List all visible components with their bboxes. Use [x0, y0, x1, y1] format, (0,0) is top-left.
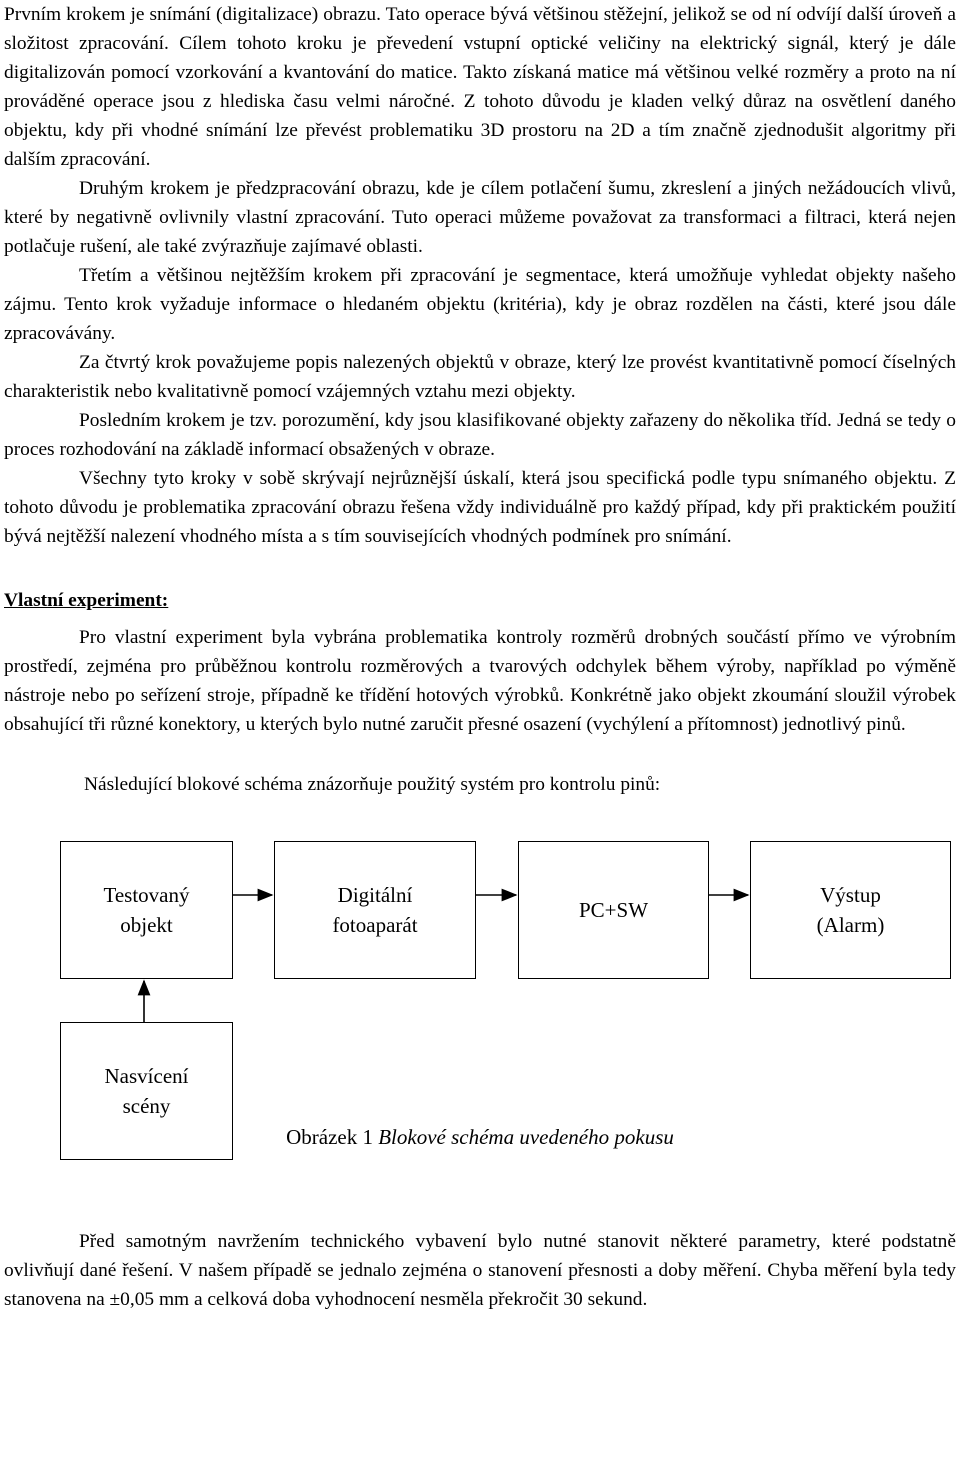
- caption-row: [4, 1125, 956, 1229]
- box-scene-lighting: Nasvícení scény: [60, 1022, 233, 1160]
- paragraph-requirements: Před samotným navržením technického vybavení bylo nutné stanovit některé parametry, které podstatně ovlivňují dané řešení. V našem případě se jednalo zejména o stanovení přesnosti a doby měření. Chyba měření byla tedy stanovena na ±0,05 mm a celková doba vyhodnocení nesměla překročit 30 sekund.: [4, 1231, 956, 1310]
- box-digital-camera: Digitální fotoaparát: [274, 841, 476, 979]
- diagram-intro: Následující blokové schéma znázorňuje použitý systém pro kontrolu pinů:: [84, 774, 661, 795]
- document-page: [4, 0, 956, 1314]
- caption-prefix: Obrázek 1: [286, 1125, 379, 1149]
- paragraph-step-1: Prvním krokem je snímání (digitalizace) obrazu. Tato operace bývá většinou stěžejní, jelikož se od ní odvíjí další úroveň a složitost zpracování. Cílem tohoto kroku je převedení vstupní optické veličiny na elektrický signál, který je dále digitalizován pomocí vzorkování a kvantování do matice. Takto získaná matice má většinou velké rozměry a proto na ní prováděné operace jsou z hlediska času velmi náročné. Z tohoto důvodu je kladen velký důraz na osvětlení daného objektu, kdy při vhodné snímání lze převést problematiku 3D prostoru na 2D a tím značně zjednodušit algoritmy při dalším zpracování.: [4, 4, 956, 170]
- section-heading: Vlastní experiment:: [4, 590, 169, 611]
- paragraph-experiment: Pro vlastní experiment byla vybrána problematika kontroly rozměrů drobných součástí přímo ve výrobním prostředí, zejména pro průběžnou kontrolu rozměrových a tvarových odchylek během výroby, například po výměně nástroje nebo po seřízení stroje, případně ke třídění hotových výrobků. Konkrétně jako objekt zkoumání sloužil výrobek obsahující tři různé konektory, u kterých bylo nutné zaručit přesné osazení (vychýlení a přítomnost) jednotlivý pinů.: [4, 627, 956, 735]
- paragraph-step-2: Druhým krokem je předzpracování obrazu, kde je cílem potlačení šumu, zkreslení a jiných nežádoucích vlivů, které by negativně ovlivnily vlastní zpracování. Tuto operaci můžeme považovat za transformaci a filtraci, která nejen potlačuje rušení, ale také zvýrazňuje zajímavé oblasti.: [4, 178, 956, 257]
- box-tested-object: Testovaný objekt: [60, 841, 233, 979]
- paragraph-step-4: Za čtvrtý krok považujeme popis nalezených objektů v obraze, který lze provést kvantitativně pomocí číselných charakteristik nebo kvalitativně pomocí vzájemných vztahu mezi objekty.: [4, 352, 956, 402]
- spacer: [4, 551, 956, 580]
- figure-caption: [4, 1123, 956, 1152]
- box-output-alarm: Výstup (Alarm): [750, 841, 951, 979]
- paragraph-step-5: Posledním krokem je tzv. porozumění, kdy jsou klasifikované objekty zařazeny do několika tříd. Jedná se tedy o proces rozhodování na základě informací obsažených v obraze.: [4, 410, 956, 460]
- box-pc-sw: PC+SW: [518, 841, 709, 979]
- caption-title: Blokové schéma uvedeného pokusu: [378, 1125, 674, 1149]
- paragraph-step-3: Třetím a většinou nejtěžším krokem při zpracování je segmentace, která umožňuje vyhledat objekty našeho zájmu. Tento krok vyžaduje informace o hledaném objektu (kritéria), kdy je obraz rozdělen na části, které jsou dále zpracovávány.: [4, 265, 956, 344]
- paragraph-summary: Všechny tyto kroky v sobě skrývají nejrůznější úskalí, která jsou specifická podle typu snímaného objektu. Z tohoto důvodu je problematika zpracování obrazu řešena vždy individuálně pro každý případ, kdy při praktickém použití bývá nejtěžší nalezení vhodného místa a s tím souvisejících vhodných podmínek pro snímání.: [4, 468, 956, 547]
